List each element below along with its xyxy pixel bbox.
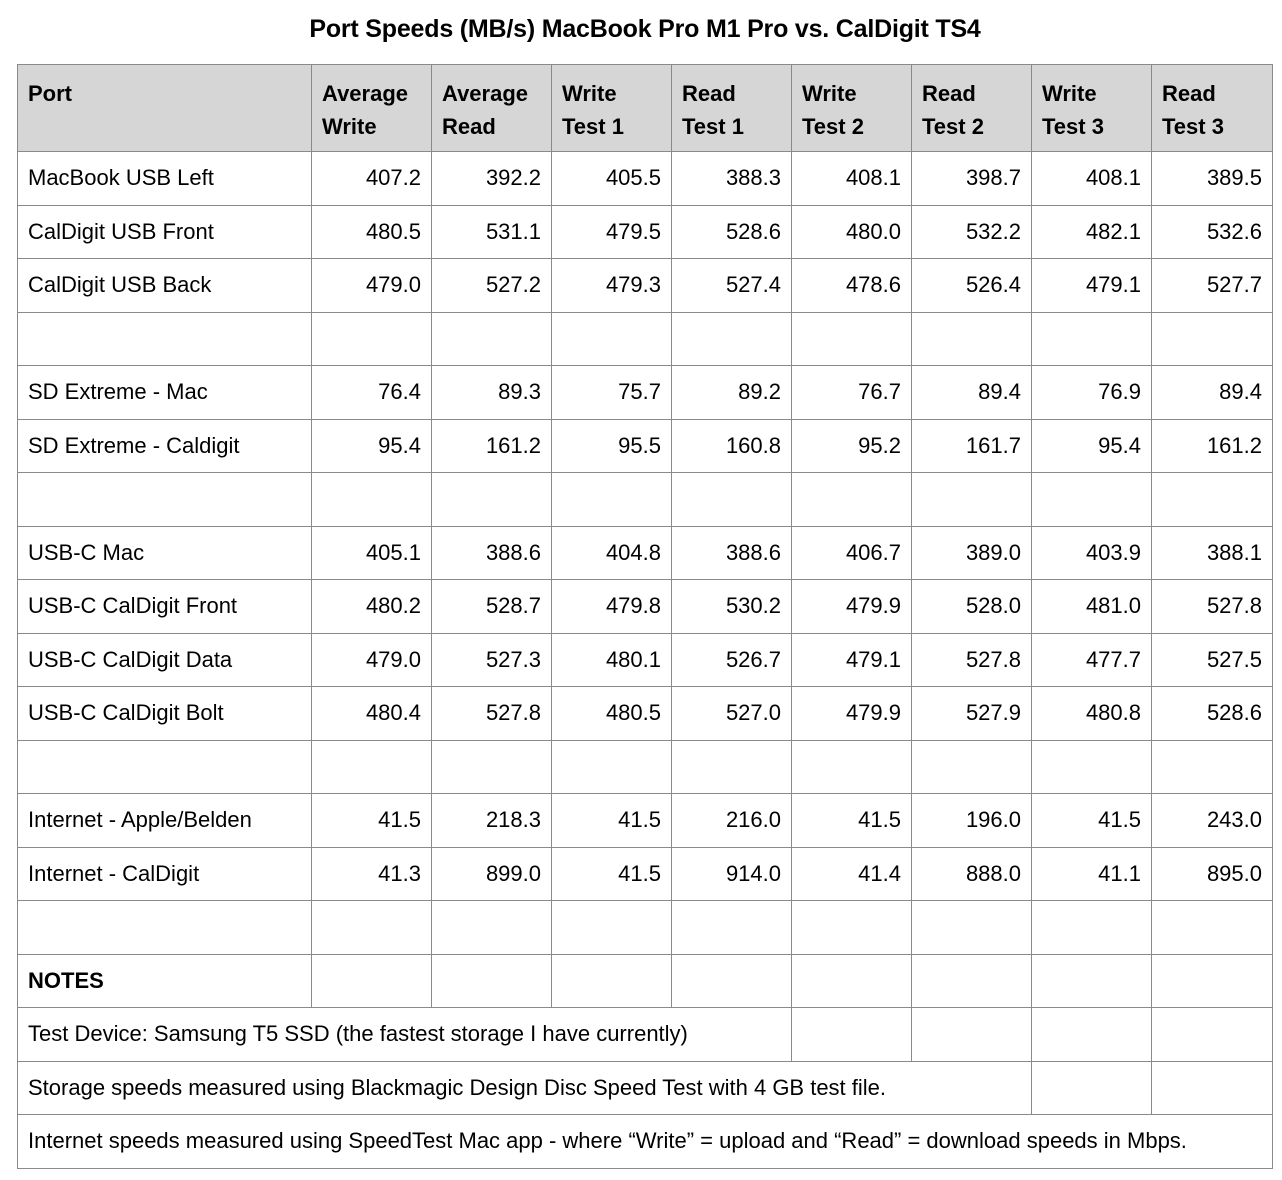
column-header-line: Test 3 [1042,114,1104,139]
table-cell: 405.5 [552,152,672,206]
table-cell: 216.0 [672,794,792,848]
table-cell: 89.3 [432,366,552,420]
table-cell [552,740,672,794]
table-cell [552,901,672,955]
table-row [18,259,1273,313]
column-header [792,65,912,152]
table-cell: 95.2 [792,419,912,473]
column-header [552,65,672,152]
table-cell [312,312,432,366]
table-cell: 41.5 [312,794,432,848]
table-row [18,366,1273,420]
table-cell [1032,901,1152,955]
table-cell [912,901,1032,955]
table-cell: 407.2 [312,152,432,206]
table-cell: 480.2 [312,580,432,634]
table-cell: 41.5 [552,847,672,901]
table-row [18,794,1273,848]
table-cell: 527.7 [1152,259,1273,313]
row-label: MacBook USB Left [18,152,312,206]
table-cell: 526.4 [912,259,1032,313]
table-cell: 528.0 [912,580,1032,634]
table-cell: 388.3 [672,152,792,206]
table-cell: 480.5 [552,687,672,741]
table-cell: 388.6 [672,526,792,580]
row-label: USB-C CalDigit Front [18,580,312,634]
table-cell: 388.1 [1152,526,1273,580]
table-cell [552,312,672,366]
table-cell: 528.6 [1152,687,1273,741]
spacer-row [18,312,1273,366]
table-cell [912,473,1032,527]
table-cell [1152,1061,1273,1115]
table-cell: 75.7 [552,366,672,420]
table-cell [912,312,1032,366]
table-cell: 527.8 [432,687,552,741]
table-row [18,633,1273,687]
table-cell: 41.3 [312,847,432,901]
table-cell: 527.9 [912,687,1032,741]
column-header-line: Read [442,114,496,139]
row-label: SD Extreme - Mac [18,366,312,420]
table-cell [432,954,552,1008]
table-cell: 532.6 [1152,205,1273,259]
table-cell: 532.2 [912,205,1032,259]
table-cell [792,901,912,955]
row-label [18,740,312,794]
table-cell: 41.5 [552,794,672,848]
table-cell: 479.1 [792,633,912,687]
table-cell [792,312,912,366]
table-row [18,580,1273,634]
column-header [912,65,1032,152]
table-cell [792,740,912,794]
table-cell: 479.8 [552,580,672,634]
column-header-line: Test 1 [682,114,744,139]
table-cell: 479.9 [792,580,912,634]
table-cell: 481.0 [1032,580,1152,634]
table-cell [1032,473,1152,527]
column-header-line: Write [322,114,377,139]
page-title: Port Speeds (MB/s) MacBook Pro M1 Pro vs. CalDigit TS4 [309,15,981,43]
table-cell: 531.1 [432,205,552,259]
row-label: CalDigit USB Back [18,259,312,313]
table-cell: 161.7 [912,419,1032,473]
table-cell: 480.4 [312,687,432,741]
note-storage-method: Storage speeds measured using Blackmagic Design Disc Speed Test with 4 GB test file. [18,1061,1032,1115]
table-cell: 398.7 [912,152,1032,206]
note-test-device: Test Device: Samsung T5 SSD (the fastest storage I have currently) [18,1008,792,1062]
row-label [18,901,312,955]
table-cell: 95.4 [1032,419,1152,473]
notes-heading-row [18,954,1273,1008]
table-cell [1032,740,1152,794]
table-cell [672,312,792,366]
table-cell: 218.3 [432,794,552,848]
table-cell: 95.5 [552,419,672,473]
table-cell [1152,901,1273,955]
table-cell: 914.0 [672,847,792,901]
table-cell: 527.4 [672,259,792,313]
table-cell [792,1008,912,1062]
column-header [432,65,552,152]
table-cell: 41.1 [1032,847,1152,901]
row-label [18,312,312,366]
table-cell: 89.2 [672,366,792,420]
row-label: SD Extreme - Caldigit [18,419,312,473]
table-cell [432,740,552,794]
notes-row [18,1061,1273,1115]
note-internet-method: Internet speeds measured using SpeedTest Mac app - where “Write” = upload and “Read” = download speeds in Mbps. [18,1115,1273,1169]
column-header-line: Write [802,81,857,106]
table-cell [312,954,432,1008]
table-cell: 899.0 [432,847,552,901]
table-cell: 41.5 [1032,794,1152,848]
table-cell: 479.1 [1032,259,1152,313]
table-cell [432,901,552,955]
table-cell: 479.0 [312,259,432,313]
table-cell: 480.8 [1032,687,1152,741]
table-header-row [18,65,1273,152]
table-cell [552,473,672,527]
table-cell: 528.6 [672,205,792,259]
table-cell: 76.9 [1032,366,1152,420]
column-header [1032,65,1152,152]
table-cell [672,473,792,527]
column-header [1152,65,1273,152]
table-cell: 479.0 [312,633,432,687]
column-header-line: Test 2 [802,114,864,139]
spacer-row [18,901,1273,955]
table-row [18,687,1273,741]
table-cell [792,954,912,1008]
spacer-row [18,473,1273,527]
table-cell [1032,1008,1152,1062]
table-cell [672,901,792,955]
table-cell: 479.5 [552,205,672,259]
row-label: USB-C CalDigit Data [18,633,312,687]
table-row [18,152,1273,206]
table-cell [1032,1061,1152,1115]
table-cell: 243.0 [1152,794,1273,848]
table-cell: 528.7 [432,580,552,634]
row-label: USB-C CalDigit Bolt [18,687,312,741]
table-cell: 406.7 [792,526,912,580]
table-cell: 408.1 [792,152,912,206]
table-cell: 196.0 [912,794,1032,848]
table-cell [1152,312,1273,366]
column-header [312,65,432,152]
table-cell: 408.1 [1032,152,1152,206]
table-row [18,205,1273,259]
table-cell: 76.4 [312,366,432,420]
row-label: USB-C Mac [18,526,312,580]
column-header-line: Test 1 [562,114,624,139]
column-header-line: Test 2 [922,114,984,139]
column-header-line: Average [322,81,409,106]
column-header-line: Test 3 [1162,114,1224,139]
table-cell: 95.4 [312,419,432,473]
table-cell [1152,473,1273,527]
table-cell [1152,954,1273,1008]
table-cell [432,312,552,366]
table-cell: 41.4 [792,847,912,901]
row-label: CalDigit USB Front [18,205,312,259]
table-cell [1152,1008,1273,1062]
table-cell [672,740,792,794]
table-cell: 478.6 [792,259,912,313]
table-cell: 479.9 [792,687,912,741]
table-cell: 404.8 [552,526,672,580]
notes-row [18,1008,1273,1062]
table-cell [312,473,432,527]
table-cell: 526.7 [672,633,792,687]
spacer-row [18,740,1273,794]
column-header [672,65,792,152]
table-cell [1032,954,1152,1008]
notes-heading: NOTES [18,954,312,1008]
table-cell: 480.5 [312,205,432,259]
table-cell: 160.8 [672,419,792,473]
row-label [18,473,312,527]
table-cell: 527.2 [432,259,552,313]
table-cell [792,473,912,527]
table-cell: 389.0 [912,526,1032,580]
table-cell [312,901,432,955]
table-cell: 161.2 [1152,419,1273,473]
table-cell [912,1008,1032,1062]
table-cell [672,954,792,1008]
table-cell: 527.5 [1152,633,1273,687]
row-label: Internet - CalDigit [18,847,312,901]
table-cell: 480.0 [792,205,912,259]
table-cell: 480.1 [552,633,672,687]
table-cell: 405.1 [312,526,432,580]
column-header-line: Port [28,81,72,106]
notes-row [18,1115,1273,1169]
table-cell: 530.2 [672,580,792,634]
table-cell: 76.7 [792,366,912,420]
table-cell: 89.4 [912,366,1032,420]
table-row [18,847,1273,901]
table-cell: 161.2 [432,419,552,473]
table-cell [552,954,672,1008]
table-cell: 527.3 [432,633,552,687]
table-cell: 527.8 [1152,580,1273,634]
table-cell [912,740,1032,794]
table-row [18,526,1273,580]
table-cell: 477.7 [1032,633,1152,687]
table-cell: 41.5 [792,794,912,848]
table-cell: 389.5 [1152,152,1273,206]
row-label: Internet - Apple/Belden [18,794,312,848]
column-header-line: Write [1042,81,1097,106]
column-header-line: Read [922,81,976,106]
port-speeds-table [17,64,1273,1169]
table-cell [1152,740,1273,794]
table-row [18,419,1273,473]
column-header-line: Read [682,81,736,106]
table-cell: 388.6 [432,526,552,580]
table-cell: 482.1 [1032,205,1152,259]
table-cell: 89.4 [1152,366,1273,420]
table-cell: 527.8 [912,633,1032,687]
column-header-port [18,65,312,152]
table-cell [432,473,552,527]
table-cell [912,954,1032,1008]
table-cell: 403.9 [1032,526,1152,580]
table-cell [1032,312,1152,366]
column-header-line: Average [442,81,529,106]
table-cell: 479.3 [552,259,672,313]
table-cell: 895.0 [1152,847,1273,901]
table-cell: 888.0 [912,847,1032,901]
table-cell [312,740,432,794]
column-header-line: Read [1162,81,1216,106]
table-cell: 527.0 [672,687,792,741]
column-header-line: Write [562,81,617,106]
table-cell: 392.2 [432,152,552,206]
